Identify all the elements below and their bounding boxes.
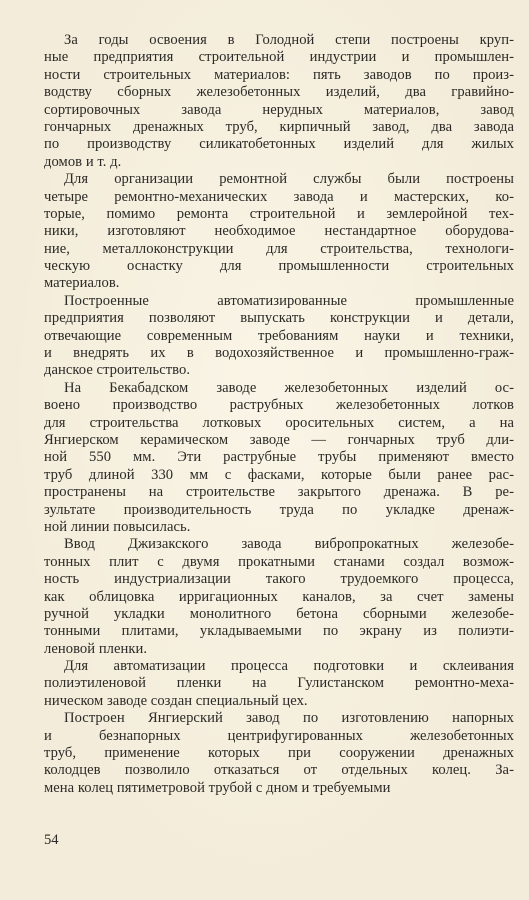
text-line: и безнапорных центрифугированных железобетонных: [44, 727, 514, 744]
text-line: гончарных дренажных труб, кирпичный завод, два завода: [44, 118, 514, 135]
paragraph: [44, 293, 514, 380]
text-line: торые, помимо ремонта строительной и землеройной тех-: [44, 205, 514, 222]
text-line: полиэтиленовой пленки на Гулистанском ремонтно-меха-: [44, 675, 514, 692]
paragraph: [44, 380, 514, 537]
text-line: Построен Янгиерский завод по изготовлению напорных: [64, 710, 514, 727]
text-line: Для автоматизации процесса подготовки и склеивания: [64, 658, 514, 675]
paragraph: [44, 658, 514, 710]
text-line: ние, металлоконструкции для строительства, технологи-: [44, 240, 514, 257]
text-line: Ввод Джизакского завода вибропрокатных железобе-: [64, 536, 514, 553]
text-line: по производству силикатобетонных изделий для жилых: [44, 136, 514, 153]
text-line: ность индустриализации такого трудоемкого процесса,: [44, 571, 514, 588]
text-line: Янгиерском керамическом заводе — гончарных труб дли-: [44, 431, 514, 448]
text-line: труб, применение которых при сооружении дренажных: [44, 745, 514, 762]
paragraph: [44, 32, 514, 171]
text-line: пространены на строительстве закрытого дренажа. В ре-: [44, 484, 514, 501]
text-line: водству сборных железобетонных изделий, два гравийно-: [44, 84, 514, 101]
text-line: домов и т. д.: [44, 153, 122, 170]
text-line: ручной укладки монолитного бетона сборными железобе-: [44, 605, 514, 622]
text-line: колодцев позволило отказаться от отдельных колец. За-: [44, 762, 514, 779]
text-line: как облицовка ирригационных каналов, за счет замены: [44, 588, 514, 605]
text-line: ническом заводе создан специальный цех.: [44, 692, 308, 709]
text-line: материалов.: [44, 275, 120, 292]
page-number: 54: [44, 832, 59, 848]
text-line: зультате производительность труда по укладке дренаж-: [44, 501, 514, 518]
text-line: ники, изготовляют необходимое нестандартное оборудова-: [44, 223, 514, 240]
text-line: Для организации ремонтной службы были построены: [64, 171, 514, 188]
text-line: данское строительство.: [44, 362, 191, 379]
text-line: ной 550 мм. Эти раструбные трубы применяют вместо: [44, 449, 514, 466]
paragraph: [44, 171, 514, 293]
text-line: воено производство раструбных железобетонных лотков: [44, 397, 514, 414]
text-line: За годы освоения в Голодной степи построены круп-: [64, 32, 514, 48]
text-line: сортировочных завода нерудных материалов, завод: [44, 101, 514, 118]
text-line: ности строительных материалов: пять заводов по произ-: [44, 66, 514, 83]
text-line: ные предприятия строительной индустрии и промышлен-: [44, 49, 514, 66]
text-line: ческую оснастку для промышленности строительных: [44, 258, 514, 275]
text-line: четыре ремонтно-механических завода и мастерских, ко-: [44, 188, 514, 205]
text-line: труб длиной 330 мм с фасками, которые были ранее рас-: [44, 466, 514, 483]
text-line: мена колец пятиметровой трубой с дном и требуемыми: [44, 779, 391, 796]
text-line: отвечающие современным требованиям науки и техники,: [44, 327, 514, 344]
text-line: Построенные автоматизированные промышленные: [64, 292, 514, 309]
text-line: тонных плит с двумя прокатными станами создал возмож-: [44, 553, 514, 570]
text-line: для строительства лотковых оросительных систем, а на: [44, 414, 514, 431]
text-line: ной линии повысилась.: [44, 518, 191, 535]
text-line: тонными плитами, укладываемыми по экрану из полиэти-: [44, 623, 514, 640]
text-line: леновой пленки.: [44, 640, 148, 657]
paragraph: [44, 536, 514, 658]
paragraph: [44, 710, 514, 797]
text-line: предприятия позволяют выпускать конструкции и детали,: [44, 310, 514, 327]
text-line: и внедрять их в водохозяйственное и промышленно-граж-: [44, 345, 514, 362]
body-text: [44, 32, 514, 797]
text-line: На Бекабадском заводе железобетонных изделий ос-: [64, 379, 514, 396]
